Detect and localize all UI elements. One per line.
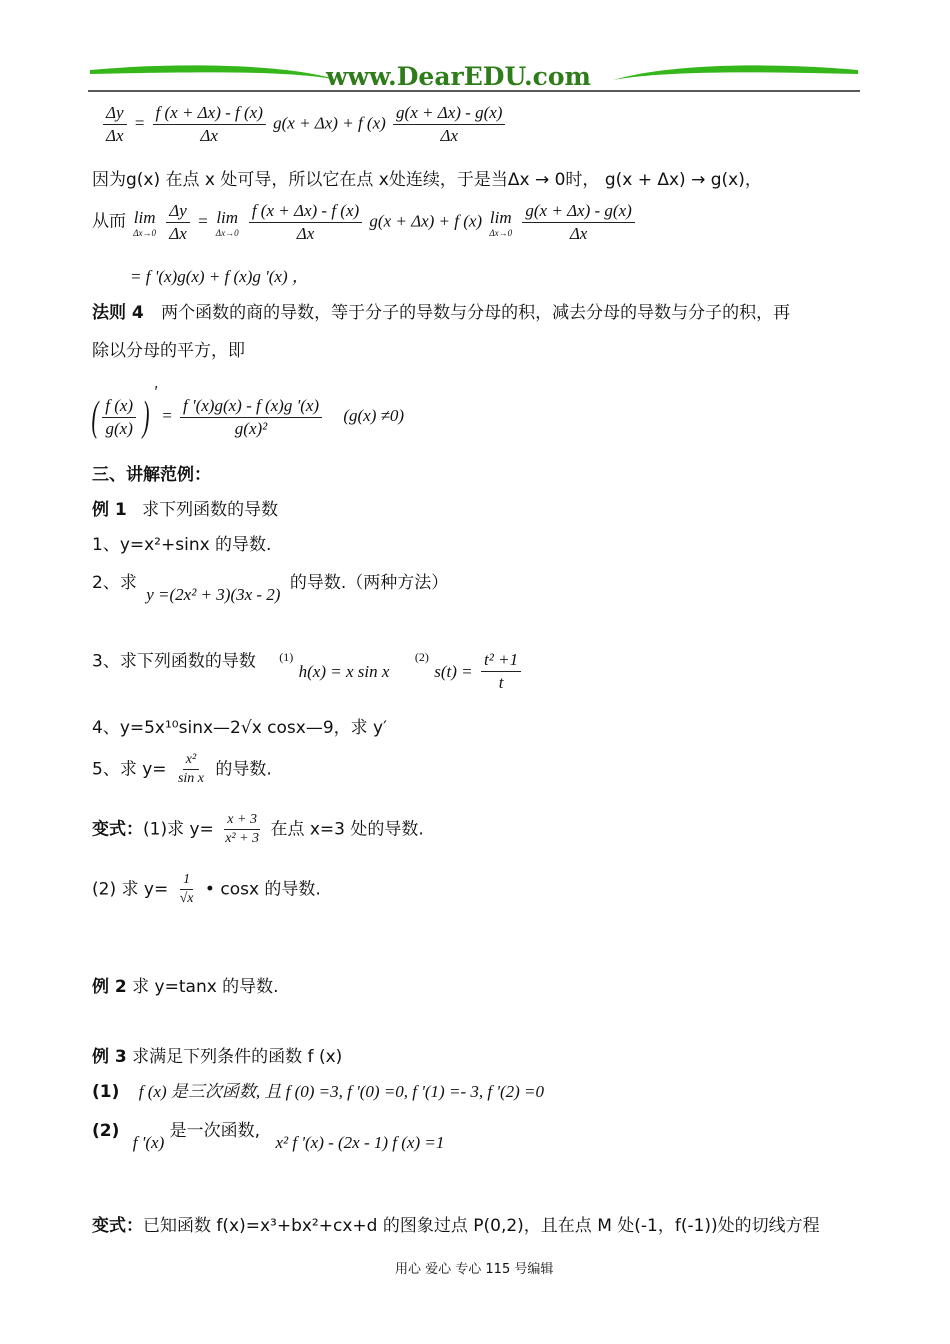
example1-heading: 例 1 求下列函数的导数 xyxy=(92,500,279,520)
header-logo xyxy=(88,60,860,94)
example3-condition2: (2) f '(x) 是一次函数, x² f '(x) - (2x - 1) f (x) =1 xyxy=(92,1121,445,1152)
footer: 用心 爱心 专心 115 号编辑 xyxy=(395,1262,554,1277)
example2: 例 2 求 y=tanx 的导数. xyxy=(92,977,279,997)
equation-quotient-expansion: $\frac{\Delta y}{\Delta x}$ = $\frac{f (x + \Delta x) - f (x)}{\Delta x}$ g(x + Δx) + f (x) $\frac{g(x + \Delta x) - g(x)}{\Delta x}$ xyxy=(100,103,508,146)
example1-item4: 4、y=5x¹⁰sinx—2√x cosx—9，求 y′ xyxy=(92,718,387,738)
example1-item1: 1、y=x²+sinx 的导数. xyxy=(92,535,272,555)
rule4-label: 法则 4 xyxy=(92,303,144,323)
example1-item5: 5、求 y= $\frac{\text{x²}}{\text{sin x}}$ 的导数. xyxy=(92,752,272,786)
example3: 例 3 求满足下列条件的函数 f (x) xyxy=(92,1047,343,1067)
section-heading: 三、讲解范例： xyxy=(92,465,211,485)
example1-item3: 3、求下列函数的导数 $^{(1)}$ h(x) = x sin x $^{(2)}$ s(t) = $\frac{\text{t² +1}}{t}$ xyxy=(92,640,524,683)
rule4-line1: 法则 4 两个函数的商的导数，等于分子的导数与分母的积，减去分母的导数与分子的积，再 xyxy=(92,303,791,323)
limit-equation: 从而 lim Δx→0 $\frac{\Delta y}{\Delta x}$ = lim Δx→0 $\frac{f (x + \Delta x) - f (x)}{\Delta x}$ g(x + Δx) + f (x) lim Δx→0 $\frac{g(x + \Delta x) - g(x)}{\Delta x}$ xyxy=(92,201,638,244)
example3-condition1: (1) f (x) 是三次函数, 且 f (0) =3, f '(0) =0, f '(1) =- 3, f '(2) =0 xyxy=(92,1082,545,1102)
rule4-formula: ( $\frac{f (x)}{g(x)}$ )' = $\frac{f '(x)g(x) - f (x)g '(x)}{\text{g(x)²}}$ (g(x) ≠0) xyxy=(91,382,405,441)
variant3: 变式：已知函数 f(x)=x³+bx²+cx+d 的图象过点 P(0,2)，且在点 M 处(-1，f(-1))处的切线方程 xyxy=(92,1216,820,1236)
example1-item2: 2、求 y =(2x² + 3)(3x - 2) 的导数.（两种方法） xyxy=(92,573,449,604)
rule4-line2: 除以分母的平方，即 xyxy=(92,341,245,361)
logo-text: www.DearEDU.com xyxy=(326,62,592,91)
because-line: 因为g(x) 在点 x 处可导，所以它在点 x处连续，于是当Δx → 0时， g(x + Δx) → g(x)， xyxy=(92,170,762,190)
variant1: 变式：(1)求 y= $\frac{x + 3}{\text{x² + 3}}$ 在点 x=3 处的导数. xyxy=(92,812,424,846)
limit-result: = f '(x)g(x) + f (x)g '(x) ， xyxy=(130,267,309,286)
variant2: (2) 求 y= $\frac{1}{√x}$ • cosx 的导数. xyxy=(92,872,321,906)
